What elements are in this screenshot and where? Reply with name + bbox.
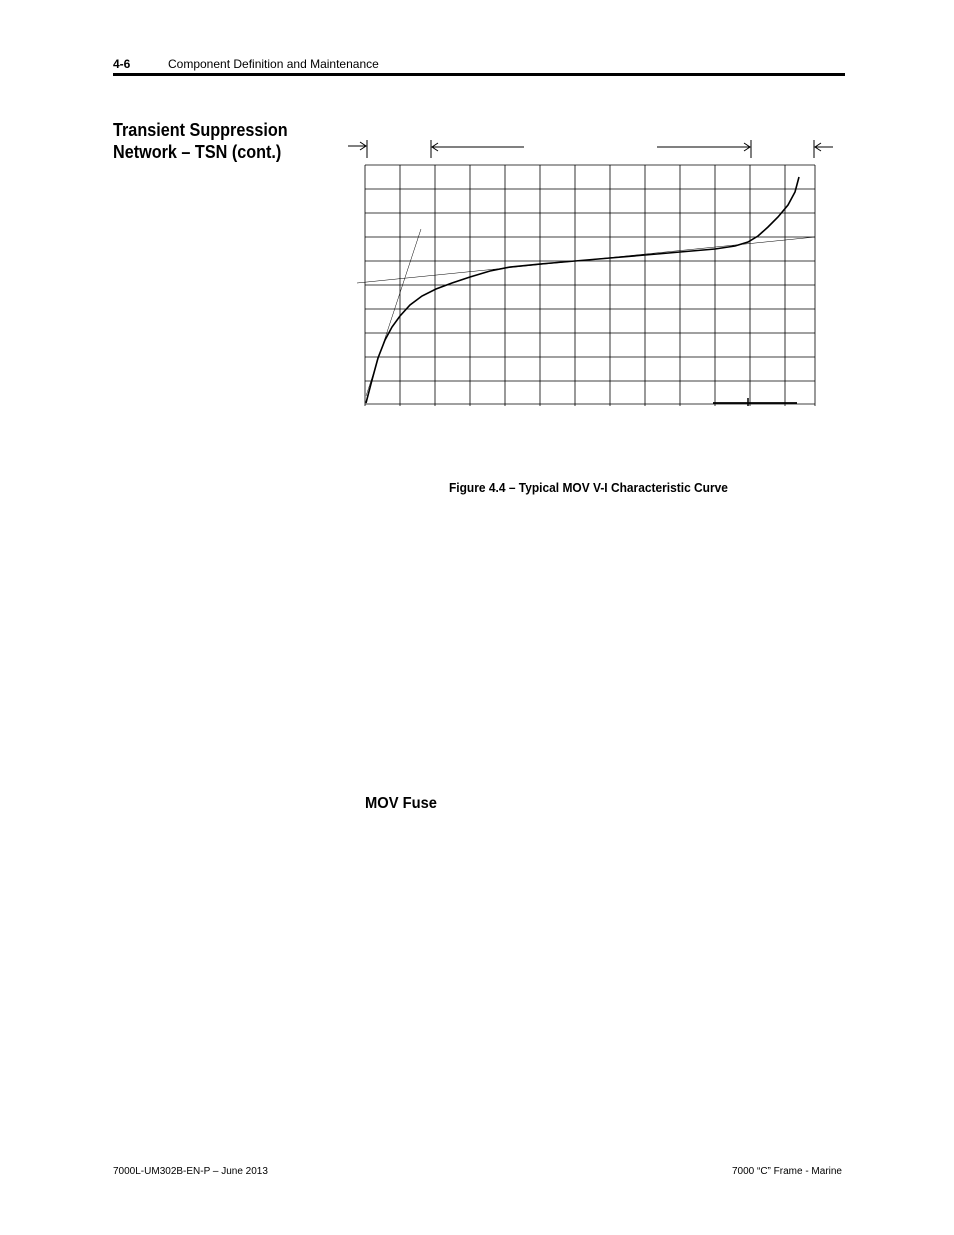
section-heading xyxy=(113,119,320,163)
header-rule xyxy=(113,73,845,76)
footer-product: 7000 “C” Frame - Marine xyxy=(731,1166,842,1177)
page-number: 4-6 xyxy=(113,57,131,71)
mov-fuse-heading: MOV Fuse xyxy=(365,795,437,812)
region-arrows xyxy=(348,140,833,158)
chart-grid xyxy=(365,165,815,406)
chapter-title: Component Definition and Maintenance xyxy=(168,57,379,71)
mov-vi-curve-figure xyxy=(340,130,840,420)
section-heading-line-1: Transient Suppression xyxy=(113,120,288,140)
footer-publication: 7000L-UM302B-EN-P – June 2013 xyxy=(113,1166,268,1177)
mov-characteristic-curve xyxy=(366,177,799,403)
section-heading-line-2: Network – TSN (cont.) xyxy=(113,142,282,162)
figure-caption: Figure 4.4 – Typical MOV V-I Characteristic Curve xyxy=(449,480,728,495)
